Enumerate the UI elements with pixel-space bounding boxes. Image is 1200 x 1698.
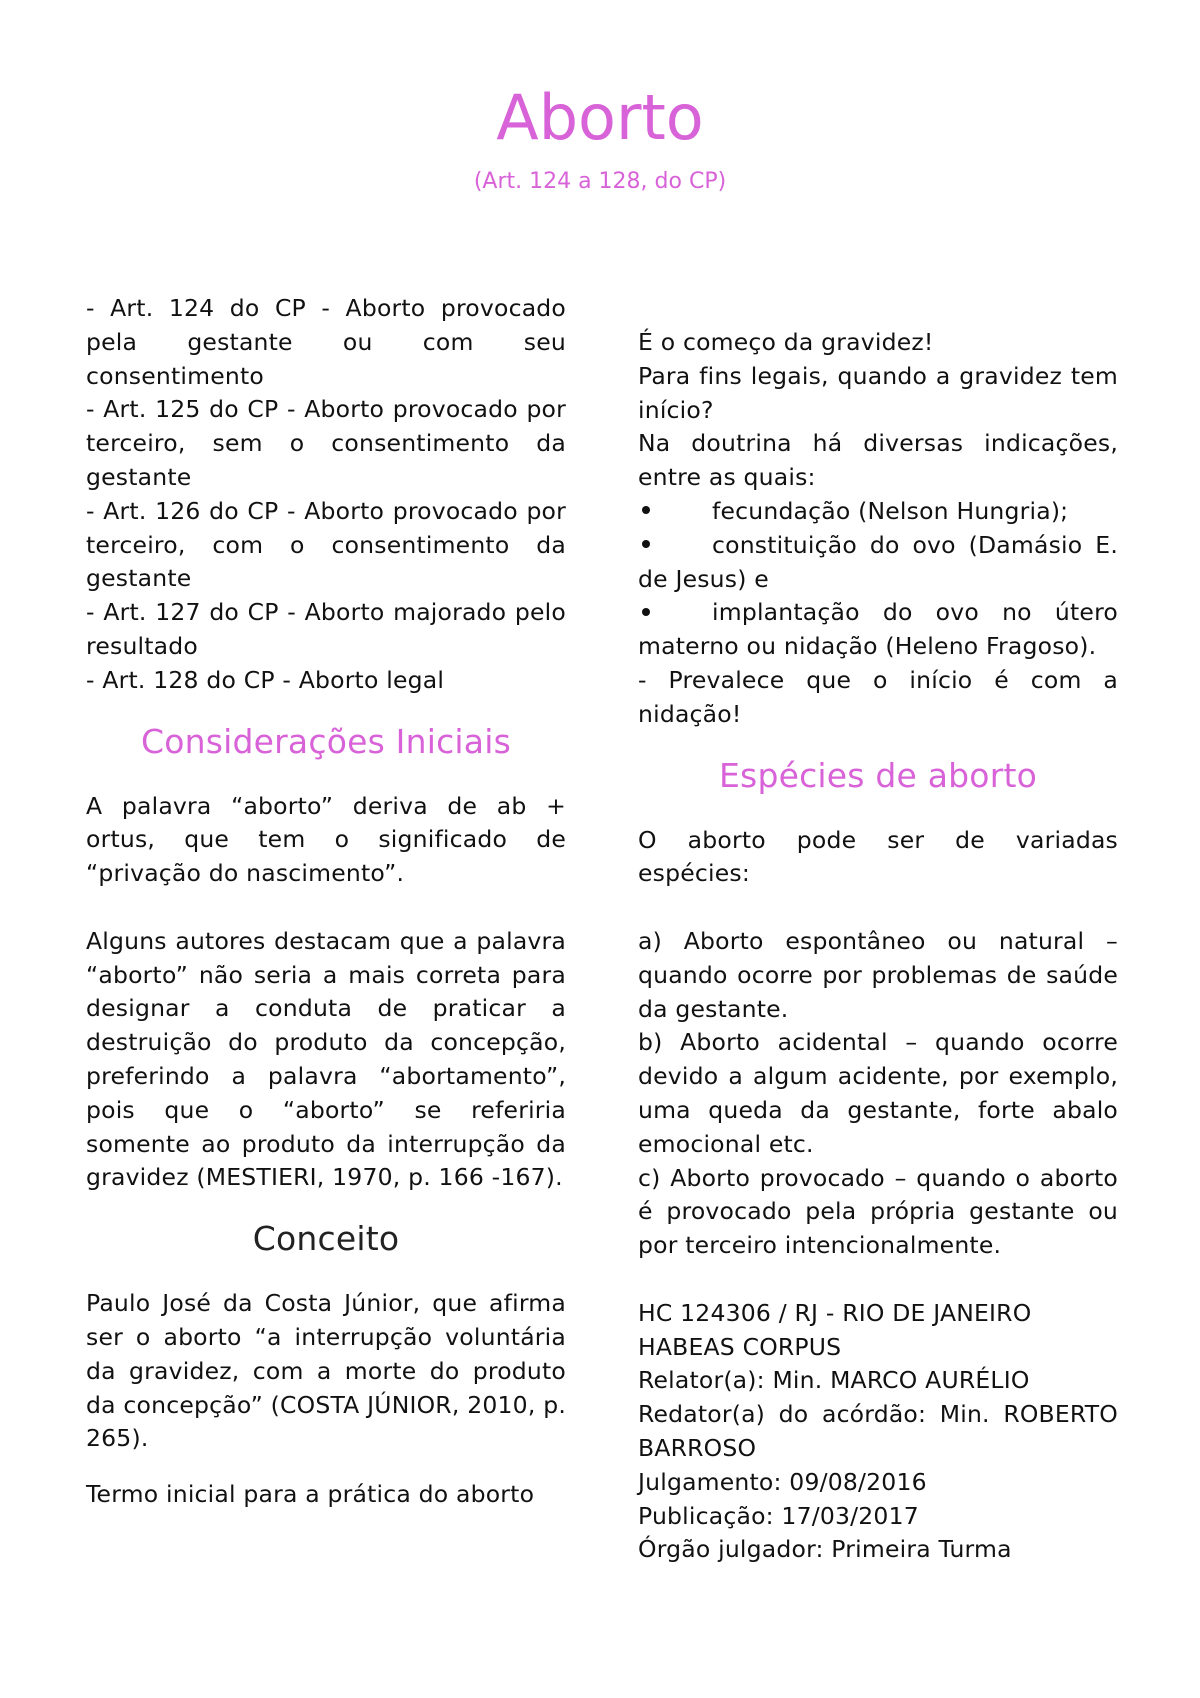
hc-citation [638, 1297, 1118, 1567]
bullet-item: fecundação (Nelson Hungria); [638, 495, 1118, 529]
hc-line: Órgão julgador: Primeira Turma [638, 1535, 1012, 1564]
hc-line: HC 124306 / RJ - RIO DE JANEIRO [638, 1298, 1032, 1327]
page-subtitle: (Art. 124 a 128, do CP) [473, 169, 727, 194]
hc-line: Publicação: 17/03/2017 [638, 1501, 919, 1530]
hc-line: Julgamento: 09/08/2016 [638, 1467, 927, 1496]
bullet-dot-icon [642, 506, 650, 514]
especie-a: a) Aborto espontâneo ou natural – quando ocorre por problemas de saúde da gestante. [638, 926, 1118, 1023]
bullet-item: constituição do ovo (Damásio E. de Jesus) e [638, 530, 1118, 593]
intro-line-2: Para fins legais, quando a gravidez tem início? [638, 361, 1118, 424]
consideracoes-paragraph-1: A palavra “aborto” deriva de ab + ortus, que tem o significado de “privação do nascimento”. [86, 791, 566, 888]
article-125: - Art. 125 do CP - Aborto provocado por terceiro, sem o consentimento da gestante [86, 395, 566, 491]
heading-especies: Espécies de aborto [719, 755, 1037, 795]
bullet-dot-icon [642, 608, 650, 616]
left-column [86, 292, 566, 1512]
especies-intro: O aborto pode ser de variadas espécies: [638, 825, 1118, 888]
intro-line-1: É o começo da gravidez! [638, 328, 934, 356]
article-127: - Art. 127 do CP - Aborto majorado pelo resultado [86, 598, 566, 660]
hc-line: HABEAS CORPUS [638, 1332, 842, 1361]
intro-line-3: Na doutrina há diversas indicações, entre as quais: [638, 429, 1118, 492]
bullet-dot-icon [642, 540, 650, 548]
right-column [638, 326, 1118, 1567]
heading-consideracoes: Considerações Iniciais [141, 721, 511, 761]
article-126: - Art. 126 do CP - Aborto provocado por terceiro, com o consentimento da gestante [86, 496, 566, 593]
conceito-paragraph: Paulo José da Costa Júnior, que afirma ser o aborto “a interrupção voluntária da gravidez, com a morte do produto da concepção” (COSTA JÚNIOR, 2010, p. 265). [86, 1289, 566, 1453]
page-title: Aborto [496, 81, 704, 154]
hc-line: Redator(a) do acórdão: Min. ROBERTO BARROSO [638, 1400, 1118, 1462]
bullet-item: implantação do ovo no útero materno ou nidação (Heleno Fragoso). [638, 598, 1118, 661]
termo-inicial-heading: Termo inicial para a prática do aborto [86, 1480, 535, 1509]
hc-line: Relator(a): Min. MARCO AURÉLIO [638, 1366, 1030, 1395]
especie-b: b) Aborto acidental – quando ocorre devido a algum acidente, por exemplo, uma queda da gestante, forte abalo emocional etc. [638, 1028, 1118, 1158]
especie-c: c) Aborto provocado – quando o aborto é provocado pela própria gestante ou por terceiro intencionalmente. [638, 1163, 1118, 1260]
prevalece-line: - Prevalece que o início é com a nidação! [638, 665, 1118, 728]
consideracoes-paragraph-2: Alguns autores destacam que a palavra “aborto” não seria a mais correta para designar a conduta de praticar a destruição do produto da concepção, preferindo a palavra “abortamento”, pois que o “aborto” se referiria somente ao produto da interrupção da gravidez (MESTIERI, 1970, p. 166 -167). [86, 926, 566, 1192]
article-128: - Art. 128 do CP - Aborto legal [86, 665, 445, 694]
article-124: - Art. 124 do CP - Aborto provocado pela gestante ou com seu consentimento [86, 294, 566, 390]
heading-conceito: Conceito [252, 1219, 400, 1259]
